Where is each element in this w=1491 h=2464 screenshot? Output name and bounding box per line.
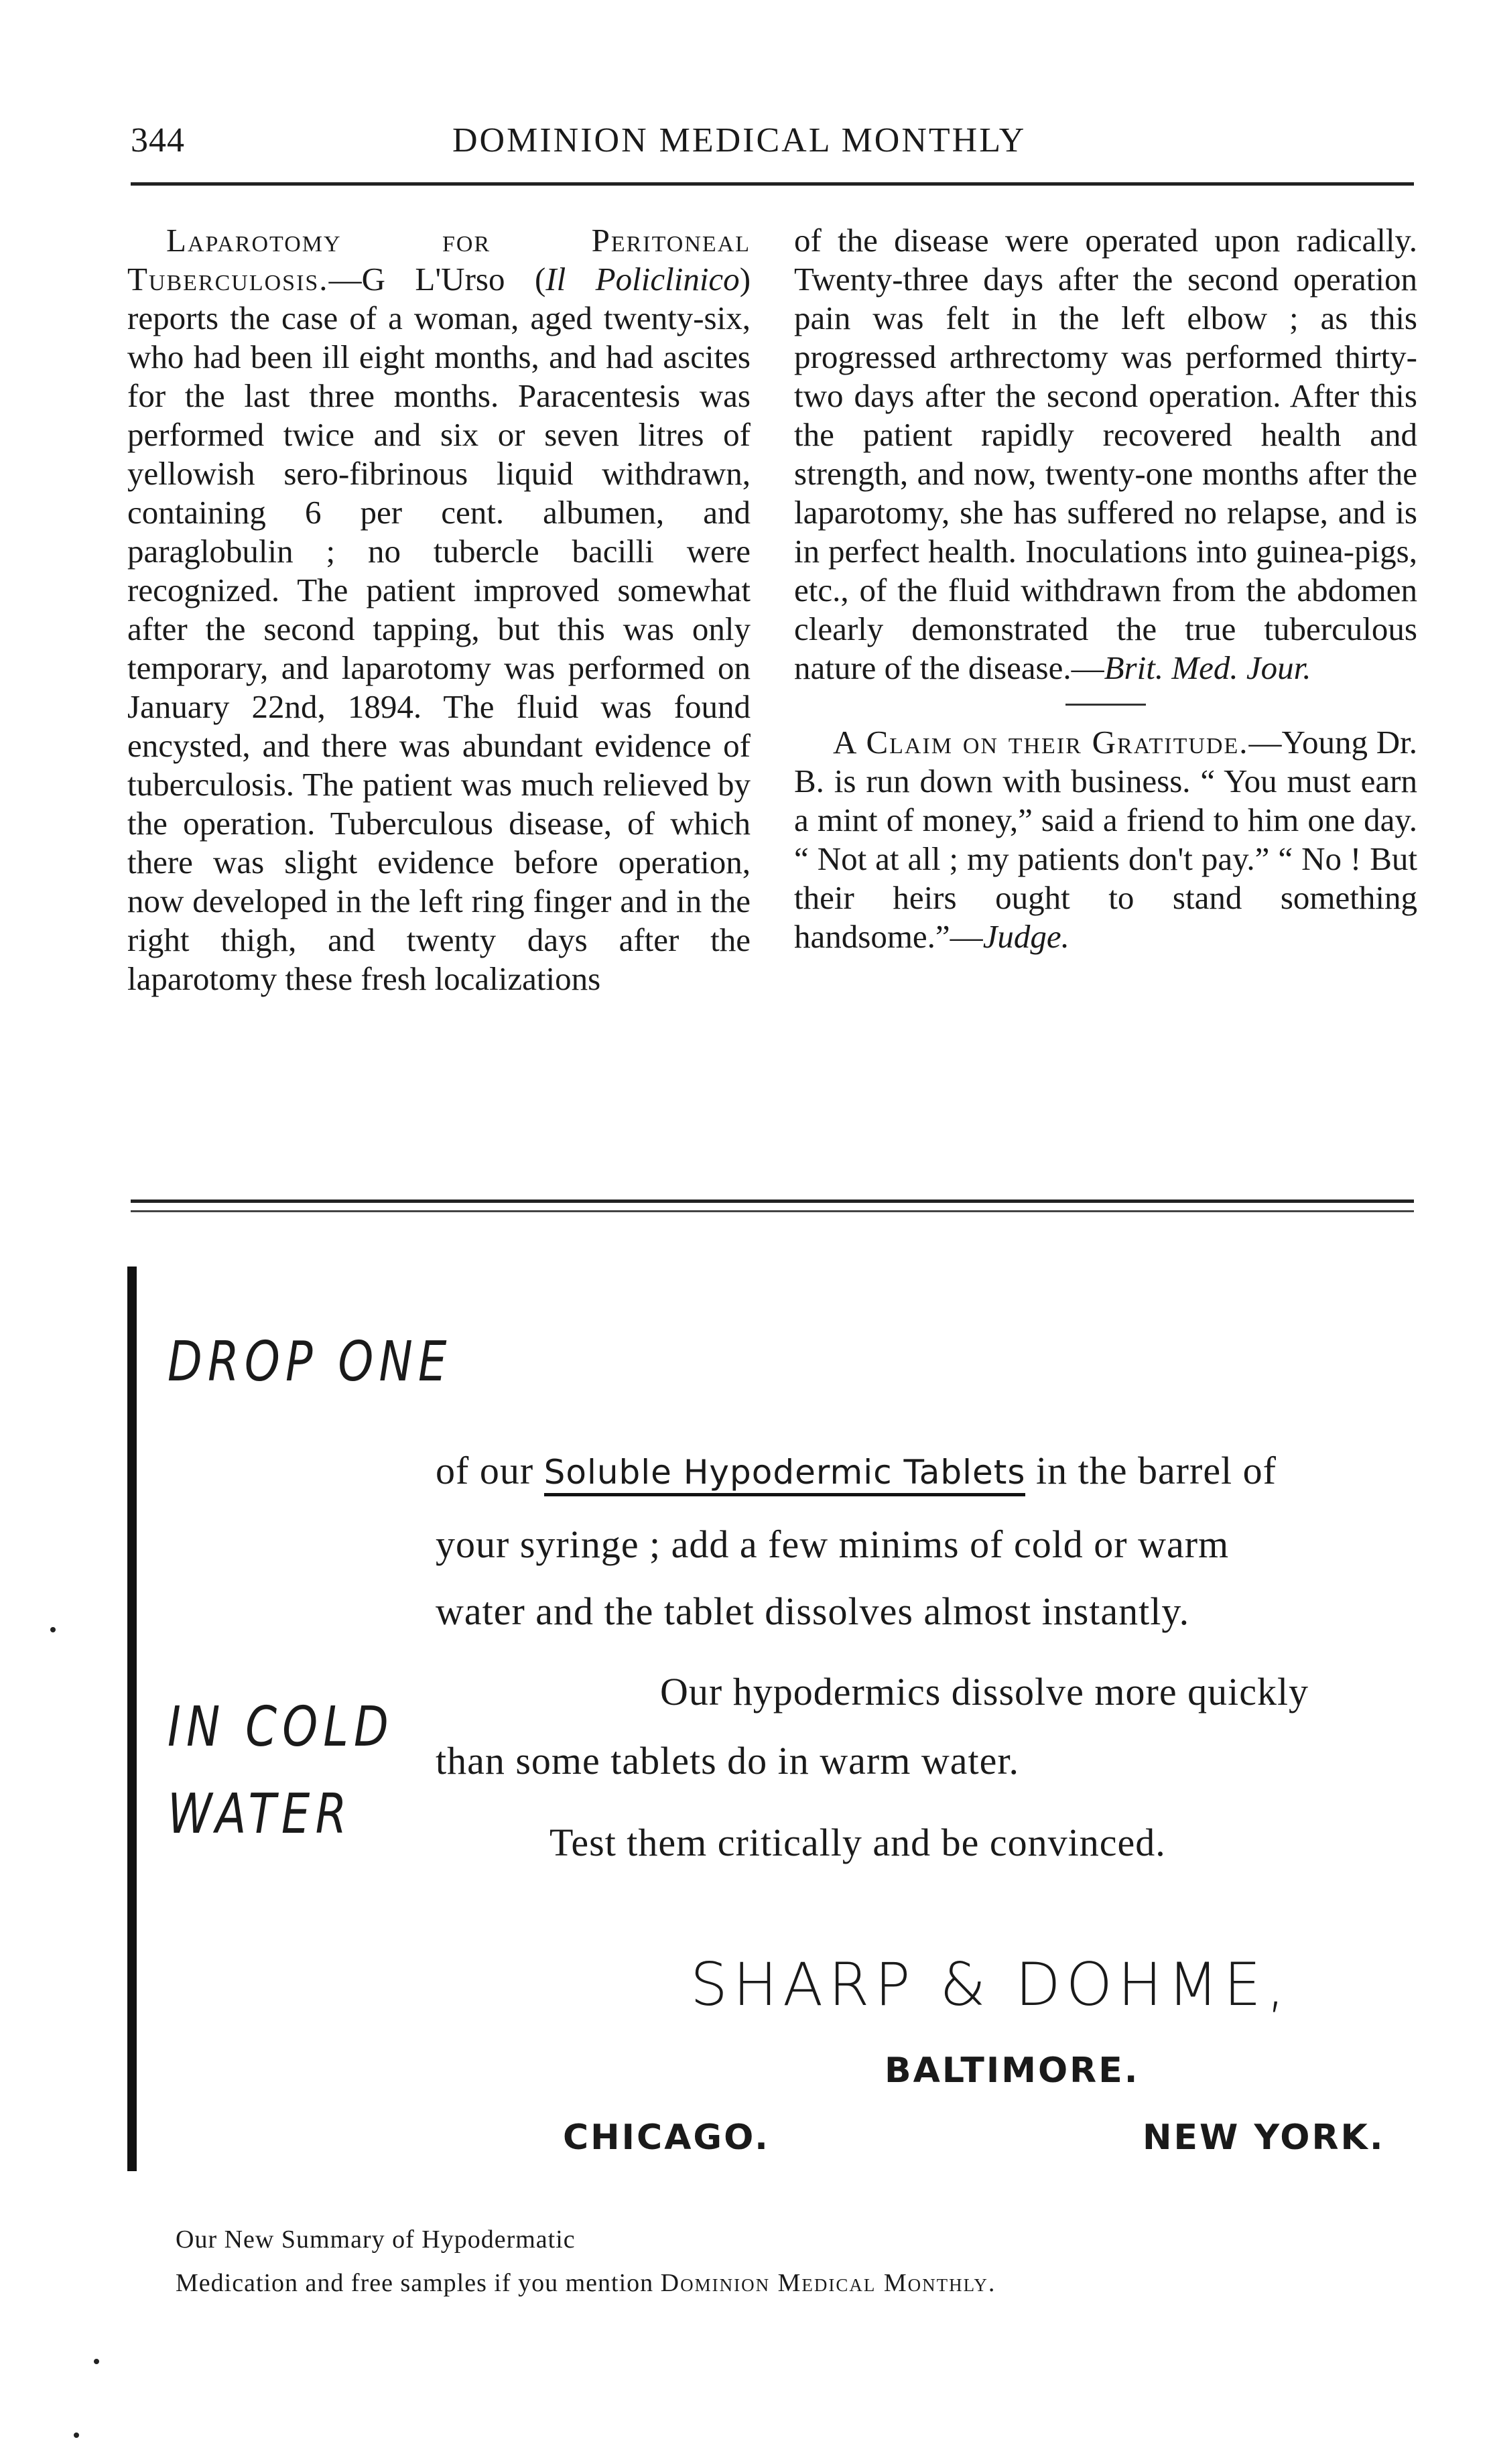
laparotomy-body-part-1: ) reports the case of a woman, aged twenty-six, who had been ill eight months, and had ascites for the last three months. Paracentesis was performed twice and six or seven litres of yellowish sero-fibrinous liquid withdrawn, containing 6 per cent. albumen, and paraglobulin ; no tubercle bacilli were recognized. The patient improved somewhat after the second tapping, but this was only temporary, and laparotomy was performed on January 22nd, 1894. The fluid was found encysted, and there was abundant evidence of tuberculosis. The patient was much relieved by the operation. Tuberculous disease, of which there was slight evidence before operation, now developed in the left ring finger and in the right thigh, and twenty days after the laparotomy these fresh localizations bbox=[127, 261, 751, 997]
article-column-right bbox=[794, 221, 1417, 1166]
ad-footnote-line-1: Our New Summary of Hypodermatic bbox=[176, 2225, 576, 2254]
section-rule-top bbox=[131, 1199, 1414, 1203]
gratitude-body: —Young Dr. B. is run down with business. “ You must earn a mint of money,” said a friend to him one day. “ Not at all ; my patients don't pay.” “ No ! But their heirs ought to stand something handsome.”— bbox=[794, 724, 1417, 955]
ad-footnote-line-2 bbox=[176, 2268, 996, 2298]
article-column-left bbox=[127, 221, 751, 1166]
ad-left-border bbox=[127, 1267, 137, 2171]
ad-headline-drop-one: DROP ONE bbox=[168, 1330, 452, 1394]
source-open-paren: ( bbox=[534, 261, 546, 298]
page-number: 344 bbox=[131, 121, 185, 159]
article-divider bbox=[1065, 704, 1146, 706]
ad-line-1 bbox=[436, 1447, 1277, 1496]
ad-headline-in-cold: IN COLD bbox=[168, 1695, 395, 1759]
gratitude-citation: Judge. bbox=[982, 918, 1069, 955]
scan-speck bbox=[74, 2433, 79, 2438]
ad-line-1-pre: of our bbox=[436, 1449, 534, 1492]
ad-city-new-york: NEW YORK. bbox=[1143, 2118, 1385, 2158]
ad-line-2: your syringe ; add a few minims of cold or warm bbox=[436, 1522, 1230, 1566]
ad-footnote-text: Medication and free samples if you mention bbox=[176, 2269, 654, 2297]
laparotomy-paragraph bbox=[127, 221, 751, 998]
ad-line-5: than some tablets do in warm water. bbox=[436, 1739, 1019, 1782]
laparotomy-heading: Laparotomy for Peritoneal Tuberculosis. bbox=[127, 222, 751, 298]
ad-product-name: Soluble Hypodermic Tablets bbox=[544, 1453, 1026, 1496]
laparotomy-continuation bbox=[794, 221, 1417, 688]
ad-headline-water: WATER bbox=[168, 1782, 352, 1846]
ad-footnote-journal: Dominion Medical Monthly. bbox=[660, 2269, 996, 2297]
ad-city-chicago: CHICAGO. bbox=[563, 2118, 770, 2158]
section-rule-bottom bbox=[131, 1210, 1414, 1212]
gratitude-paragraph bbox=[794, 723, 1417, 956]
laparotomy-body-part-2: of the disease were operated upon radically. Twenty-three days after the second operation pain was felt in the left elbow ; as this progressed arthrectomy was performed thirty-two days after the second operation. After this the patient rapidly recovered health and strength, and now, twenty-one months after the laparotomy, she has suffered no relapse, and is in perfect health. Inoculations into guinea-pigs, etc., of the fluid withdrawn from the abdomen clearly demonstrated the true tuberculous nature of the disease.— bbox=[794, 222, 1417, 686]
gratitude-heading: A Claim on their Gratitude. bbox=[833, 724, 1249, 761]
laparotomy-citation: Brit. Med. Jour. bbox=[1104, 649, 1311, 686]
ad-city-baltimore: BALTIMORE. bbox=[885, 2051, 1140, 2091]
ad-line-3: water and the tablet dissolves almost instantly. bbox=[436, 1590, 1190, 1633]
laparotomy-source: Il Policlinico bbox=[545, 261, 740, 298]
laparotomy-author: —G L'Urso bbox=[328, 261, 505, 298]
scan-speck bbox=[50, 1627, 56, 1632]
ad-line-1-post: in the barrel of bbox=[1035, 1449, 1277, 1492]
running-title: DOMINION MEDICAL MONTHLY bbox=[452, 121, 1027, 159]
ad-firm-name: SHARP & DOHME, bbox=[690, 1950, 1291, 2019]
ad-line-6: Test them critically and be convinced. bbox=[549, 1821, 1166, 1864]
scan-speck bbox=[94, 2359, 99, 2364]
header-rule bbox=[131, 182, 1414, 186]
ad-line-4: Our hypodermics dissolve more quickly bbox=[660, 1670, 1309, 1713]
